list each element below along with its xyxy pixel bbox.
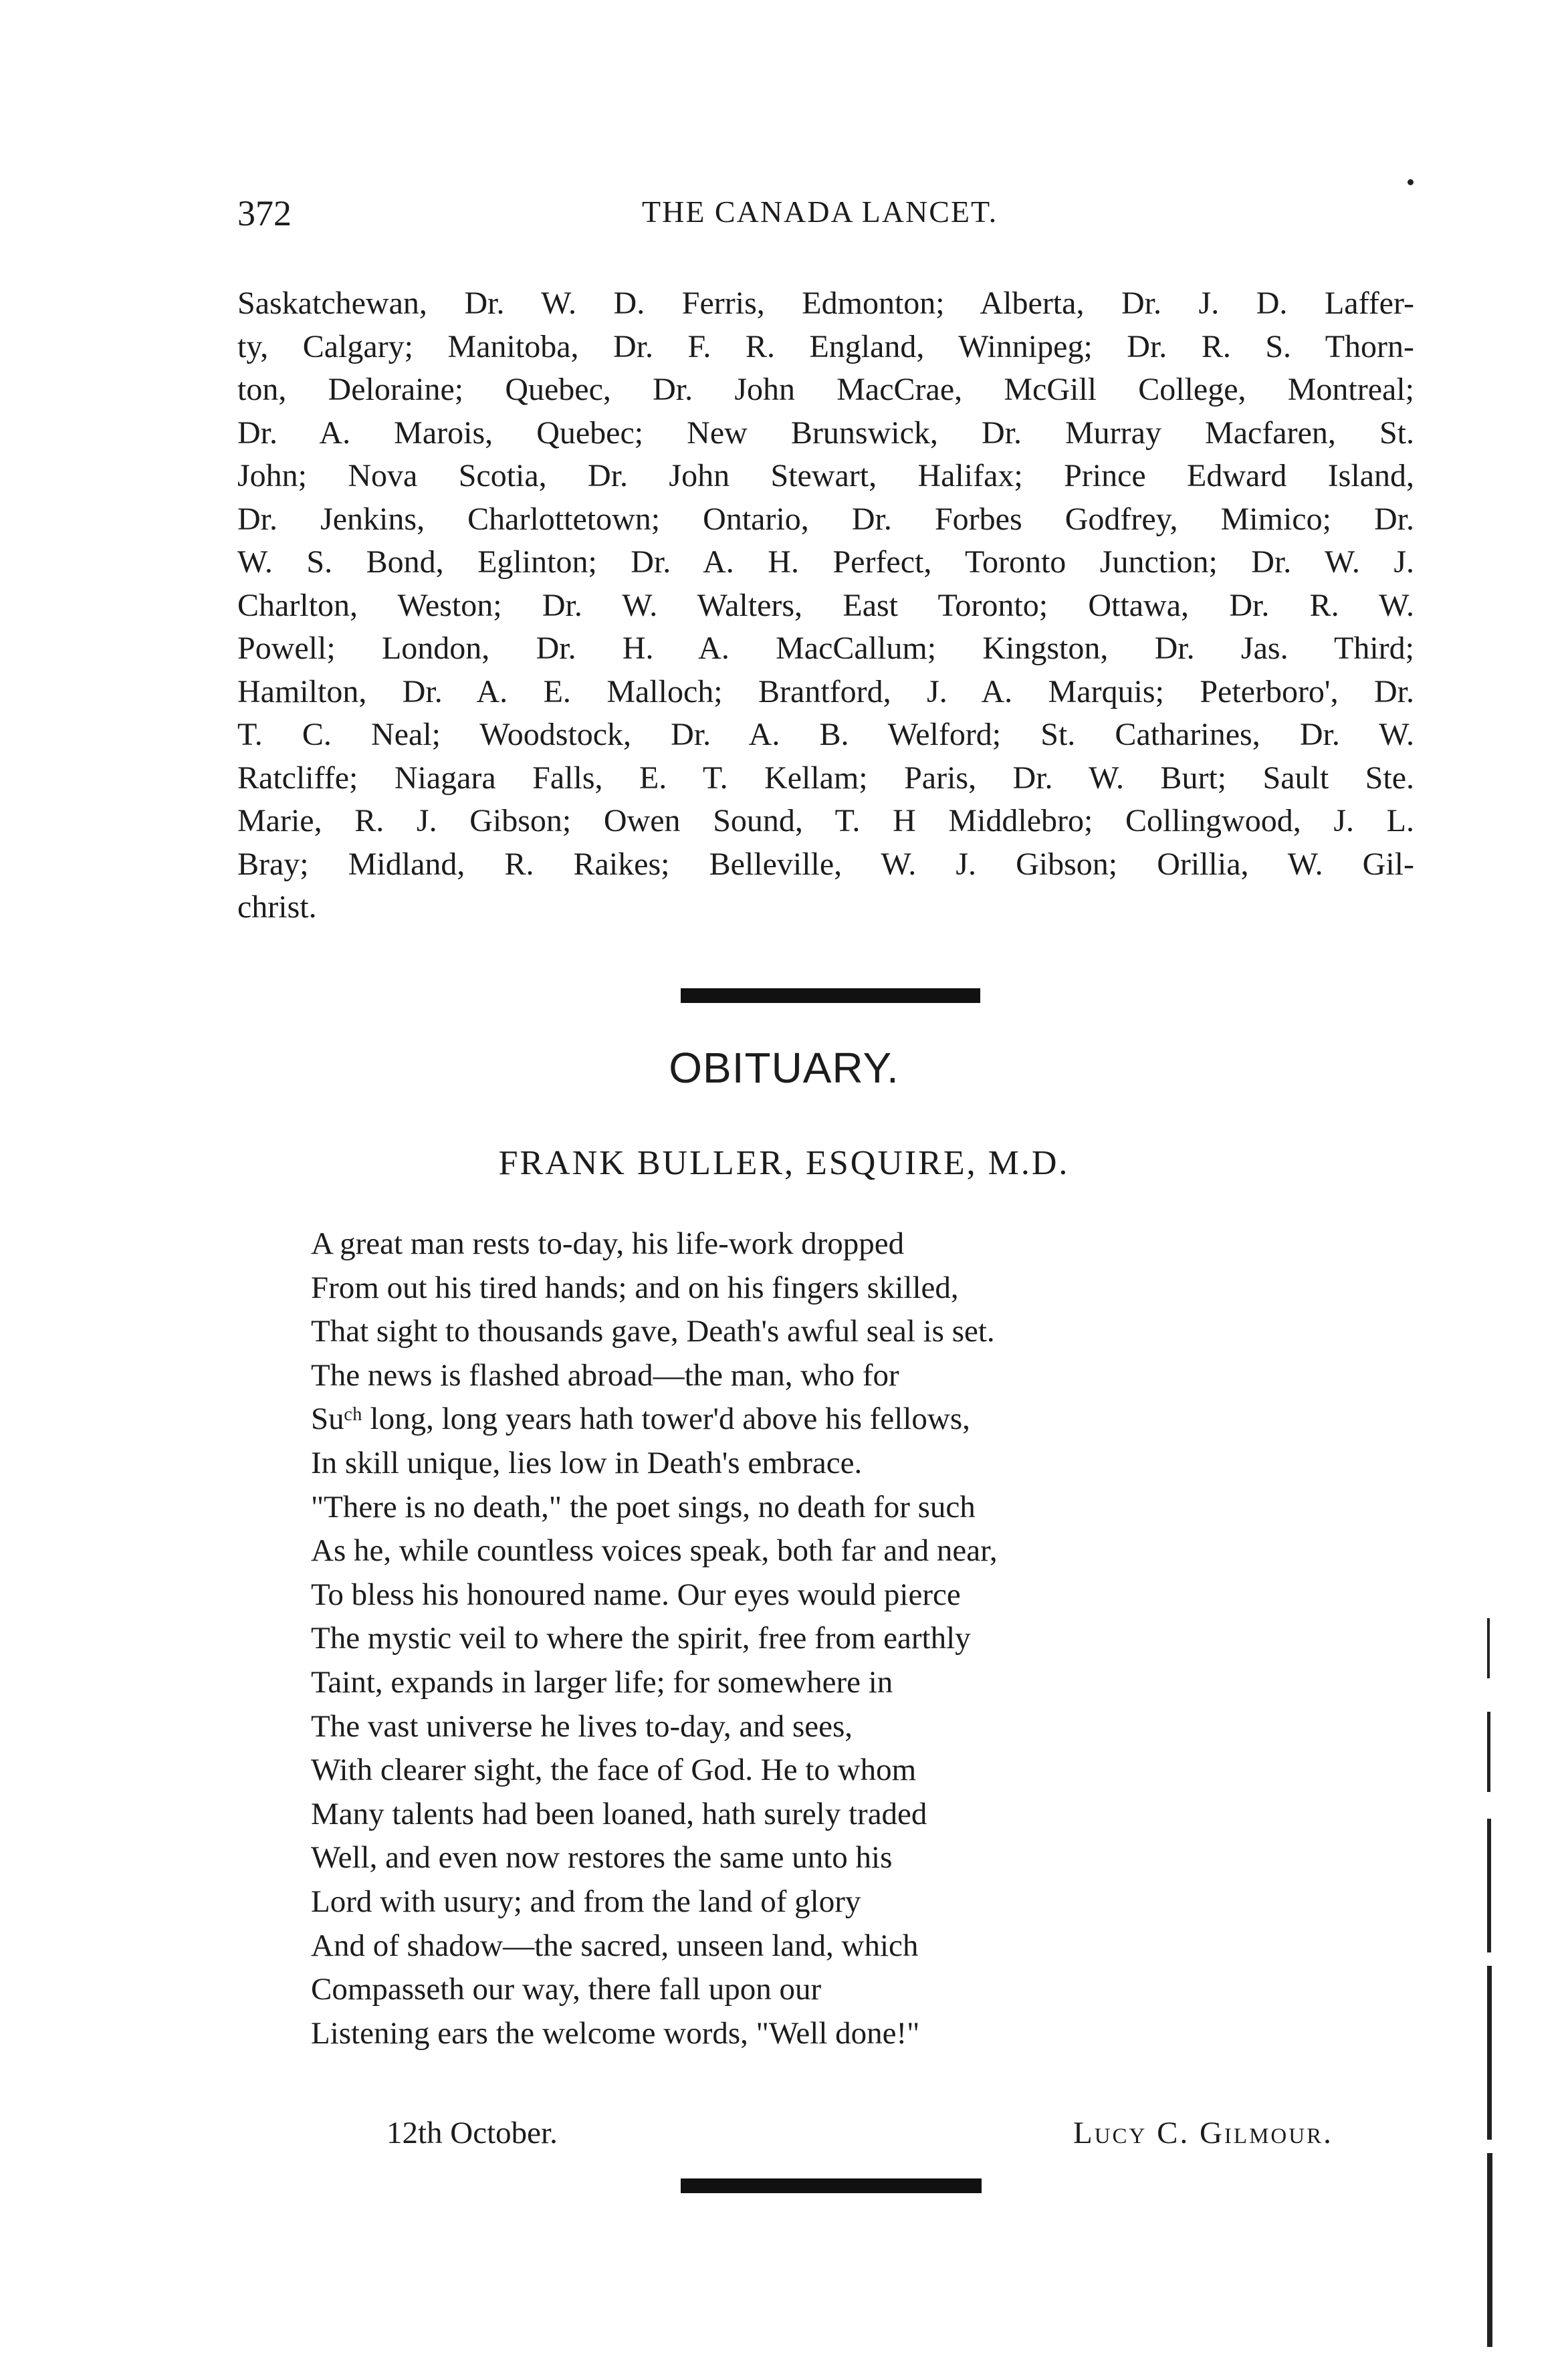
poem-line: To bless his honoured name. Our eyes would pierce <box>311 1577 961 1612</box>
paragraph-line: Hamilton, Dr. A. E. Malloch; Brantford, J. A. Marquis; Peterboro', Dr. <box>237 673 1414 709</box>
running-head: THE CANADA LANCET. <box>642 195 998 229</box>
paragraph-line: W. S. Bond, Eglinton; Dr. A. H. Perfect, Toronto Junction; Dr. W. J. <box>237 544 1414 580</box>
paragraph-line: T. C. Neal; Woodstock, Dr. A. B. Welford; St. Catharines, Dr. W. <box>237 717 1414 752</box>
poem-line: As he, while countless voices speak, both far and near, <box>311 1533 998 1569</box>
paragraph-line: ton, Deloraine; Quebec, Dr. John MacCrae, McGill College, Montreal; <box>237 372 1414 407</box>
poem-line: With clearer sight, the face of God. He to whom <box>311 1753 917 1788</box>
stray-mark <box>1408 179 1414 185</box>
poem-line: From out his tired hands; and on his fingers skilled, <box>311 1270 959 1305</box>
poem-line: The mystic veil to where the spirit, free from earthly <box>311 1621 971 1656</box>
paragraph-line: Powell; London, Dr. H. A. MacCallum; Kingston, Dr. Jas. Third; <box>237 631 1414 666</box>
poem-line: Lord with usury; and from the land of glory <box>311 1884 861 1919</box>
poem-line: Well, and even now restores the same unto his <box>311 1840 893 1876</box>
paragraph-line: Marie, R. J. Gibson; Owen Sound, T. H Middlebro; Collingwood, J. L. <box>237 803 1414 838</box>
poem-line: Many talents had been loaned, hath surely traded <box>311 1796 927 1831</box>
poem-line: In skill unique, lies low in Death's embrace. <box>311 1445 863 1480</box>
poem-author: Lucy C. Gilmour. <box>1073 2116 1333 2150</box>
memorial-poem <box>311 1222 998 2055</box>
obituary-title: OBITUARY. <box>669 1044 899 1092</box>
paragraph-line: christ. <box>237 889 317 925</box>
scan-edge-artifact <box>1487 1618 1494 2354</box>
paragraph-line: Saskatchewan, Dr. W. D. Ferris, Edmonton; Alberta, Dr. J. D. Laffer- <box>237 286 1414 321</box>
poem-line: Listening ears the welcome words, "Well done!" <box>311 2015 920 2051</box>
paragraph-line: Bray; Midland, R. Raikes; Belleville, W. J. Gibson; Orillia, W. Gil- <box>237 846 1414 882</box>
poem-line: The vast universe he lives to-day, and sees, <box>311 1708 853 1744</box>
paragraph-line: Charlton, Weston; Dr. W. Walters, East Toronto; Ottawa, Dr. R. W. <box>237 587 1414 623</box>
poem-line: That sight to thousands gave, Death's awful seal is set. <box>311 1314 995 1349</box>
section-divider-bottom <box>681 2178 982 2193</box>
poem-line: "There is no death," the poet sings, no death for such <box>311 1489 976 1525</box>
poem-line: A great man rests to-day, his life-work dropped <box>311 1226 905 1261</box>
poem-line: The news is flashed abroad—the man, who for <box>311 1357 899 1393</box>
poem-date: 12th October. <box>386 2116 558 2150</box>
poem-line: Compasseth our way, there fall upon our <box>311 1972 822 2007</box>
section-divider-top <box>681 988 980 1003</box>
paragraph-line: Ratcliffe; Niagara Falls, E. T. Kellam; Paris, Dr. W. Burt; Sault Ste. <box>237 760 1414 796</box>
poem-line: And of shadow—the sacred, unseen land, which <box>311 1928 919 1963</box>
obituary-subject: FRANK BULLER, ESQUIRE, M.D. <box>498 1144 1070 1182</box>
poem-line: Taint, expands in larger life; for somewhere in <box>311 1664 893 1700</box>
paragraph-line: ty, Calgary; Manitoba, Dr. F. R. England, Winnipeg; Dr. R. S. Thorn- <box>237 328 1414 364</box>
paragraph-line: Dr. A. Marois, Quebec; New Brunswick, Dr. Murray Macfaren, St. <box>237 415 1414 451</box>
poem-line: Suᶜʰ long, long years hath tower'd above his fellows, <box>311 1401 970 1437</box>
member-list-paragraph <box>237 282 1414 929</box>
paragraph-line: Dr. Jenkins, Charlottetown; Ontario, Dr. Forbes Godfrey, Mimico; Dr. <box>237 501 1414 537</box>
page-number: 372 <box>237 193 292 233</box>
paragraph-line: John; Nova Scotia, Dr. John Stewart, Halifax; Prince Edward Island, <box>237 458 1414 493</box>
